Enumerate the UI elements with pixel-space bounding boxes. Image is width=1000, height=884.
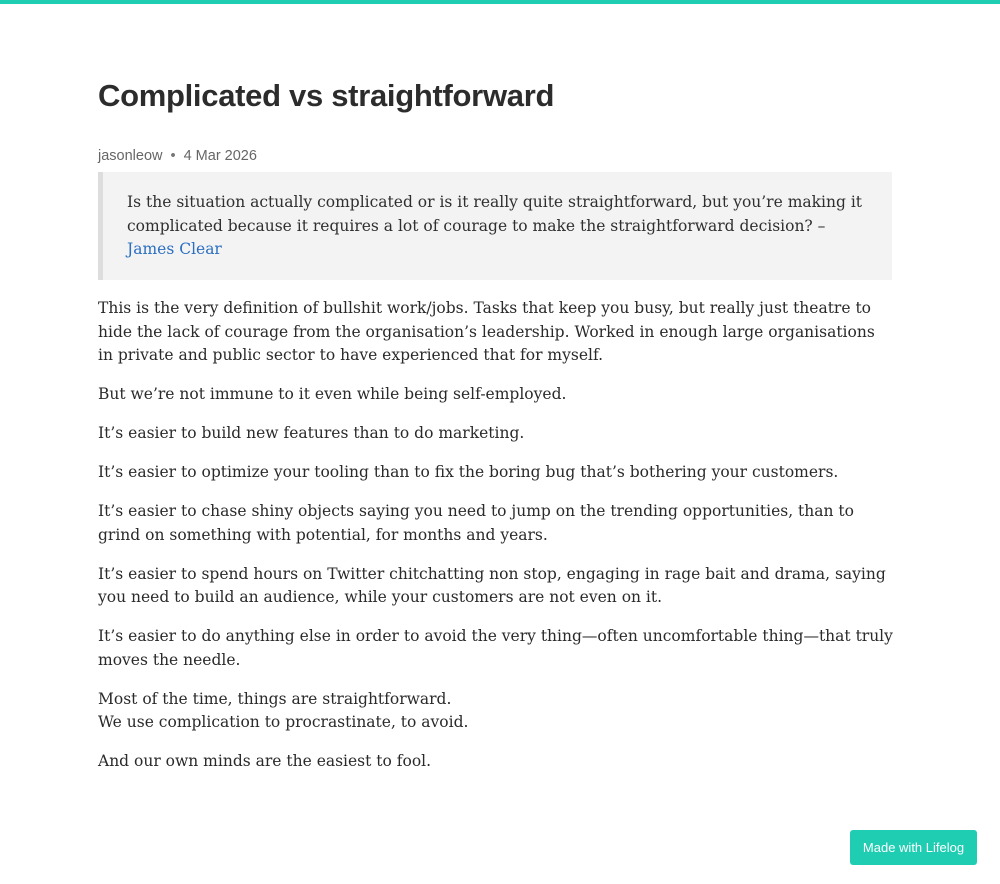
quote-author-link[interactable]: James Clear (127, 240, 222, 258)
closing-line: We use complication to procrastinate, to avoid. (98, 713, 469, 731)
meta-separator: • (170, 148, 176, 164)
post-meta (98, 146, 257, 166)
quote-text: Is the situation actually complicated or is it really quite straightforward, but you’re making it complicated because it requires a lot of courage to make the straightforward decision? – (127, 193, 863, 235)
paragraph: It’s easier to spend hours on Twitter chitchatting non stop, engaging in rage bait and drama, saying you need to build an audience, while your customers are not even on it. (98, 564, 886, 606)
quote-block (98, 172, 892, 280)
paragraph: It’s easier to chase shiny objects saying you need to jump on the trending opportunities, than to grind on something with potential, for months and years. (98, 502, 854, 544)
paragraph: But we’re not immune to it even while being self-employed. (98, 385, 567, 403)
post-body (98, 297, 894, 789)
paragraph: It’s easier to build new features than to do marketing. (98, 424, 525, 442)
made-with-lifelog-button[interactable]: Made with Lifelog (850, 830, 977, 865)
closing-line: Most of the time, things are straightforward. (98, 689, 452, 708)
post-author[interactable]: jasonleow (98, 148, 163, 164)
top-accent-bar (0, 0, 1000, 4)
closing-paragraph (98, 688, 894, 735)
paragraph: It’s easier to optimize your tooling than to fix the boring bug that’s bothering your customers. (98, 463, 839, 481)
paragraph: This is the very definition of bullshit work/jobs. Tasks that keep you busy, but really just theatre to hide the lack of courage from the organisation’s leadership. Worked in enough large organisations in private and public sector to have experienced that for myself. (98, 299, 875, 364)
post-title: Complicated vs straightforward (98, 78, 555, 113)
paragraph: It’s easier to do anything else in order to avoid the very thing—often uncomfortable thing—that truly moves the needle. (98, 627, 893, 669)
post-date: 4 Mar 2026 (183, 148, 257, 164)
final-paragraph: And our own minds are the easiest to fool. (98, 752, 432, 770)
